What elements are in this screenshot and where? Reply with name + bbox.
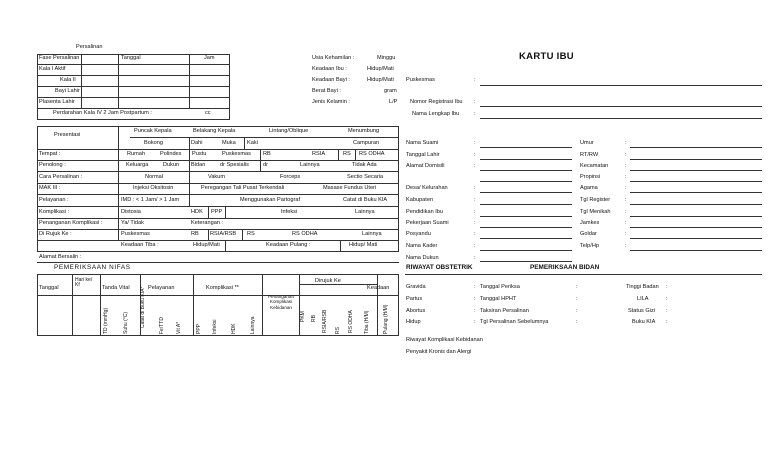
rujuk-rsia[interactable]: RSIA/RSB	[210, 231, 237, 237]
nifas-dirujuk: Dirujuk Ke	[315, 278, 341, 284]
tempat-rumah[interactable]: Rumah	[127, 151, 146, 157]
nifas-pulang: Pulang (H/M)	[383, 304, 389, 334]
colon: :	[625, 220, 627, 226]
pekerjaan-label: Pekerjaan Suami	[406, 220, 449, 226]
puskesmas-label: Puskesmas	[406, 77, 435, 83]
partus-label: Partus	[406, 296, 423, 302]
nifas-hdk: HDK	[231, 323, 237, 334]
col-line	[299, 274, 300, 336]
kader-field[interactable]	[480, 250, 572, 251]
pelayanan-partograf[interactable]: Menggunakan Partograf	[240, 197, 301, 203]
tempat-label: Tempat :	[39, 151, 61, 157]
penolong-keluarga[interactable]: Keluarga	[126, 162, 149, 168]
col-line	[340, 240, 341, 252]
kecamatan-label: Kecamatan	[580, 163, 609, 169]
penolong-lainnya[interactable]: Lainnya	[300, 162, 320, 168]
colon: :	[474, 197, 476, 203]
col-line	[262, 274, 263, 336]
tgl-register-label: Tgl Register	[580, 197, 611, 203]
rujuk-puskesmas[interactable]: Puskesmas	[121, 231, 150, 237]
colon: :	[474, 284, 476, 290]
desa-field[interactable]	[480, 192, 572, 193]
presentasi-muka[interactable]: Muka	[222, 140, 236, 146]
komplikasi-label: Komplikasi :	[39, 209, 70, 215]
presentasi-belakang[interactable]: Belakang Kepala	[193, 128, 236, 134]
pendidikan-field[interactable]	[480, 216, 572, 217]
pelayanan-catat[interactable]: Catat di Buku KIA	[343, 197, 388, 203]
komplikasi-hdk[interactable]: HDK	[191, 209, 203, 215]
row-line	[130, 137, 399, 138]
presentasi-menumbung[interactable]: Menumbung	[348, 128, 380, 134]
fase-label: Fase Persalinan	[39, 55, 80, 61]
bayi-lahir-label: Bayi Lahir	[55, 88, 80, 94]
cc-label: cc	[205, 110, 211, 116]
colon: :	[625, 140, 627, 146]
cara-forceps[interactable]: Forceps	[280, 174, 301, 180]
agama-label: Agama	[580, 185, 598, 191]
nifas-infeksi: Infeksi	[212, 319, 218, 334]
row-line	[37, 183, 399, 184]
nama-suami-label: Nama Suami	[406, 140, 439, 146]
col-line	[208, 229, 209, 240]
hidup-mati-label: Hidup/Mati	[367, 66, 394, 72]
nifas-pelayanan: Pelayanan	[148, 285, 175, 291]
penolong-dr-spesialis[interactable]: dr Spesialis	[220, 162, 249, 168]
row-line	[37, 160, 399, 161]
colon: :	[474, 296, 476, 302]
colon: :	[474, 185, 476, 191]
col-line	[189, 54, 190, 108]
dukun-field[interactable]	[480, 261, 572, 262]
bidan-title: PEMERIKSAAN BIDAN	[530, 264, 600, 271]
posyandu-label: Posyandu	[406, 231, 431, 237]
buku-label: Buku KIA	[632, 319, 656, 325]
komplikasi-lainnya[interactable]: Lainnya	[355, 209, 375, 215]
colon: :	[666, 308, 668, 314]
row-line	[37, 295, 399, 296]
colon: :	[576, 319, 578, 325]
umur-label: Umur	[580, 140, 594, 146]
nifas-rb: RB	[311, 315, 317, 322]
presentasi-puncak[interactable]: Puncak Kepala	[134, 128, 172, 134]
penyakit-kronis-label: Penyakit Kronis dan Alergi	[406, 349, 472, 355]
colon: :	[474, 319, 476, 325]
tgl-menikah-field[interactable]	[630, 216, 762, 217]
nifas-ppp: PPP	[196, 323, 202, 334]
row-line	[37, 75, 230, 76]
perdarahan-label: Perdarahan Kala IV 2 Jam Postpartum :	[53, 110, 152, 116]
nifas-keadaan: Keadaan	[367, 285, 390, 291]
nifas-tanggal: Tanggal	[39, 285, 59, 291]
alamat-bersalin-label: Alamat Bersalin :	[39, 254, 82, 260]
tgl-sebelum-label: Tgl Persalinan Sebelumnya	[480, 319, 549, 325]
rujuk-rs[interactable]: RS	[247, 231, 255, 237]
colon: :	[625, 152, 627, 158]
no-reg-field[interactable]	[480, 106, 762, 107]
colon: :	[625, 185, 627, 191]
row-line	[37, 194, 399, 195]
tgl-lahir-field[interactable]	[480, 159, 572, 160]
rujuk-pulang-status[interactable]: Hidup/ Mati	[349, 242, 378, 248]
alamat-field-2[interactable]	[480, 181, 572, 182]
row-line	[37, 108, 230, 109]
obstetrik-title: RIWAYAT OBSTETRIK	[406, 264, 473, 271]
row-line	[37, 240, 399, 241]
tgl-lahir-label: Tanggal Lahir	[406, 152, 440, 158]
alamat-label: Alamat Domisili	[406, 163, 445, 169]
alamat-field[interactable]	[480, 170, 572, 171]
goldar-field[interactable]	[630, 238, 762, 239]
plasenta-label: Plasenta Lahir	[39, 99, 75, 105]
nifas-rs: RS	[335, 327, 341, 334]
penolong-bidan[interactable]: Bidan	[191, 162, 206, 168]
alamat-bersalin-field[interactable]	[37, 262, 399, 263]
pelayanan-imd[interactable]: IMD : < 1 Jam/ > 1 Jam	[121, 197, 180, 203]
puskesmas-field[interactable]	[480, 85, 762, 86]
cara-label: Cara Persalinan :	[39, 174, 83, 180]
col-line	[225, 240, 226, 252]
nifas-title: PEMERIKSAAN NIFAS	[54, 264, 131, 271]
colon: :	[625, 163, 627, 169]
kabupaten-field[interactable]	[480, 204, 572, 205]
tanggal-label: Tanggal	[121, 55, 141, 61]
colon: :	[474, 111, 476, 117]
gram-label: gram	[384, 88, 397, 94]
tempat-rsia[interactable]: RSIA	[312, 151, 326, 157]
section-divider	[405, 274, 762, 275]
page-title: KARTU IBU	[519, 51, 574, 62]
nifas-td: TD (mmHg)	[103, 307, 109, 334]
no-reg-label: Nomor Registrasi Ibu	[410, 99, 463, 105]
colon: :	[474, 77, 476, 83]
col-line	[377, 274, 378, 336]
row-line	[37, 64, 230, 65]
nifas-tiba: Tiba (H/M)	[364, 310, 370, 334]
col-line	[208, 206, 209, 218]
presentasi-label: Presentasi	[54, 132, 81, 138]
jamkes-label: Jamkes	[580, 220, 600, 226]
penolong-dukun[interactable]: Dukun	[163, 162, 180, 168]
usia-label: Usia Kehamilan :	[312, 55, 355, 61]
tempat-rs[interactable]: RS	[343, 151, 351, 157]
hpht-label: Tanggal HPHT	[480, 296, 517, 302]
rujuk-label: Di Rujuk Ke :	[39, 231, 72, 237]
penolong-dr[interactable]: dr	[263, 162, 268, 168]
rujuk-tiba-status[interactable]: Hidup/Mati	[193, 242, 220, 248]
jam-label: Jam	[204, 55, 215, 61]
agama-field[interactable]	[630, 192, 762, 193]
colon: :	[474, 99, 476, 105]
berat-label: Berat Bayi :	[312, 88, 341, 94]
penolong-label: Penolong :	[39, 162, 66, 168]
rujuk-tiba: Keadaan Tiba :	[121, 242, 159, 248]
col-line	[338, 149, 339, 160]
row-line	[37, 97, 230, 98]
desa-label: Desa/ Kelurahan	[406, 185, 448, 191]
row-line	[37, 206, 399, 207]
presentasi-bokong[interactable]: Bokong	[144, 140, 163, 146]
telp-label: Telp/Hp	[580, 243, 599, 249]
col-line	[100, 274, 101, 336]
rtrw-label: RT/RW	[580, 152, 599, 158]
col-line	[244, 137, 245, 149]
penanganan-keterangan: Keterangan :	[191, 220, 224, 226]
colon: :	[474, 243, 476, 249]
pekerjaan-field[interactable]	[480, 227, 572, 228]
pelayanan-label: Pelayanan :	[39, 197, 69, 203]
nifas-catat: Catat di Buku KIA*	[140, 286, 146, 328]
row-line	[37, 149, 399, 150]
cara-normal[interactable]: Normal	[145, 174, 164, 180]
nifas-suhu: Suhu (°C)	[123, 311, 129, 334]
row-line	[37, 171, 399, 172]
abortus-label: Abortus	[406, 308, 426, 314]
kader-label: Nama Kader	[406, 243, 438, 249]
colon: :	[576, 296, 578, 302]
mak-masase[interactable]: Masase Fundus Uteri	[323, 185, 377, 191]
tempat-puskesmas[interactable]: Puskesmas	[222, 151, 251, 157]
nifas-penanganan: Penanganan Komplikasi Kebidanan	[267, 294, 295, 310]
taksiran-label: Taksiran Persalinan	[480, 308, 529, 314]
rujuk-pulang: Keadaan Pulang :	[266, 242, 311, 248]
colon: :	[474, 231, 476, 237]
mak-label: MAK III :	[39, 185, 61, 191]
presentasi-campuran[interactable]: Campuran	[353, 140, 380, 146]
col-line	[260, 149, 261, 171]
tempat-rsodha[interactable]: RS ODHA	[359, 151, 385, 157]
col-line	[355, 149, 356, 160]
nama-ibu-field[interactable]	[480, 118, 762, 119]
telp-field[interactable]	[630, 250, 762, 251]
col-line	[225, 206, 226, 218]
riwayat-komplikasi-label: Riwayat Komplikasi Kebidanan	[406, 337, 483, 343]
colon: :	[474, 255, 476, 261]
kala1-label: Kala I Aktif	[39, 66, 66, 72]
row-line	[37, 229, 399, 230]
colon: :	[625, 231, 627, 237]
mak-peregangan[interactable]: Peregangan Tali Pusat Terkendali	[201, 185, 285, 191]
colon: :	[666, 284, 668, 290]
colon: :	[576, 308, 578, 314]
cara-sectio[interactable]: Sectio Secaria	[347, 174, 384, 180]
col-line	[118, 126, 119, 240]
nifas-rsia: RSIA/RSB	[322, 309, 328, 333]
colon: :	[625, 243, 627, 249]
colon: :	[474, 209, 476, 215]
kecamatan-field[interactable]	[630, 170, 762, 171]
rujuk-rsodha[interactable]: RS ODHA	[292, 231, 318, 237]
colon: :	[474, 140, 476, 146]
nifas-lainnya: Lainnya	[250, 316, 256, 334]
dukun-label: Nama Dukun	[406, 255, 439, 261]
komplikasi-distosia[interactable]: Distosia	[121, 209, 141, 215]
nifas-tanda-vital: Tanda Vital	[102, 285, 130, 291]
row-line	[37, 86, 230, 87]
colon: :	[625, 174, 627, 180]
penanganan-label: Penanganan Komplikasi :	[39, 220, 103, 226]
colon: :	[474, 308, 476, 314]
tgl-menikah-label: Tgl Menikah	[580, 209, 611, 215]
keadaan-ibu-label: Keadaan Ibu :	[312, 66, 347, 72]
jamkes-field[interactable]	[630, 227, 762, 228]
komplikasi-infeksi[interactable]: Infeksi	[281, 209, 298, 215]
col-line	[118, 54, 119, 108]
penanganan-ya-tidak[interactable]: Ya/ Tidak	[121, 220, 144, 226]
hidup-label: Hidup	[406, 319, 421, 325]
nifas-komplikasi: Komplikasi **	[206, 285, 239, 291]
nifas-hari: Hari ke/ Kf	[75, 277, 93, 288]
colon: :	[666, 296, 668, 302]
presentasi-kaki[interactable]: Kaki	[247, 140, 258, 146]
mak-injeksi[interactable]: Injeksi Oksitosin	[133, 185, 174, 191]
col-line	[193, 274, 194, 336]
cara-vakum[interactable]: Vakum	[208, 174, 225, 180]
rtrw-field[interactable]	[630, 159, 762, 160]
colon: :	[666, 319, 668, 325]
posyandu-field[interactable]	[480, 238, 572, 239]
colon: :	[474, 163, 476, 169]
nama-suami-field[interactable]	[480, 147, 572, 148]
lila-label: LILA	[637, 296, 649, 302]
tgl-register-field[interactable]	[630, 204, 762, 205]
nifas-fe: Fe/TTD	[159, 317, 165, 334]
colon: :	[576, 284, 578, 290]
penolong-tidak-ada[interactable]: Tidak Ada	[352, 162, 377, 168]
kala2-label: Kala II	[60, 77, 76, 83]
col-line	[81, 54, 82, 108]
kabupaten-label: Kabupaten	[406, 197, 434, 203]
colon: :	[625, 209, 627, 215]
propinsi-field[interactable]	[630, 181, 762, 182]
propinsi-label: Propinsi	[580, 174, 601, 180]
gizi-label: Status Gizi	[628, 308, 656, 314]
presentasi-lintang[interactable]: Lintang/Oblique	[269, 128, 309, 134]
tgl-periksa-label: Tanggal Periksa	[480, 284, 520, 290]
nifas-rsodha: RS ODHA	[348, 310, 354, 333]
tempat-polindes[interactable]: Polindes	[160, 151, 182, 157]
minggu-label: Minggu	[377, 55, 396, 61]
pendidikan-label: Pendidikan Ibu	[406, 209, 444, 215]
row-line	[37, 218, 399, 219]
gravida-label: Gravida	[406, 284, 426, 290]
col-line	[242, 229, 243, 240]
persalinan-title: Persalinan	[76, 44, 103, 50]
komplikasi-ppp[interactable]: PPP	[211, 209, 223, 215]
colon: :	[474, 152, 476, 158]
goldar-label: Goldar	[580, 231, 597, 237]
keadaan-bayi-label: Keadaan Bayi :	[312, 77, 350, 83]
nama-ibu-label: Nama Lengkap Ibu	[412, 111, 460, 117]
tempat-pustu[interactable]: Pustu	[192, 151, 207, 157]
col-line	[189, 137, 190, 206]
nifas-vita: Vit A*	[176, 321, 182, 334]
rujuk-rb[interactable]: RB	[191, 231, 199, 237]
colon: :	[474, 220, 476, 226]
colon: :	[625, 197, 627, 203]
col-line	[72, 274, 73, 336]
lp-label: L/P	[389, 99, 398, 105]
nifas-pkm: PKM	[300, 311, 306, 322]
hidup-mati-label-2: Hidup/Mati	[367, 77, 394, 83]
umur-field[interactable]	[630, 147, 762, 148]
tinggi-label: Tinggi Badan	[626, 284, 659, 290]
rujuk-lainnya[interactable]: Lainnya	[362, 231, 382, 237]
jenis-label: Jenis Kelamin :	[312, 99, 350, 105]
tempat-rb[interactable]: RB	[263, 151, 271, 157]
presentasi-dahi[interactable]: Dahi	[191, 140, 203, 146]
